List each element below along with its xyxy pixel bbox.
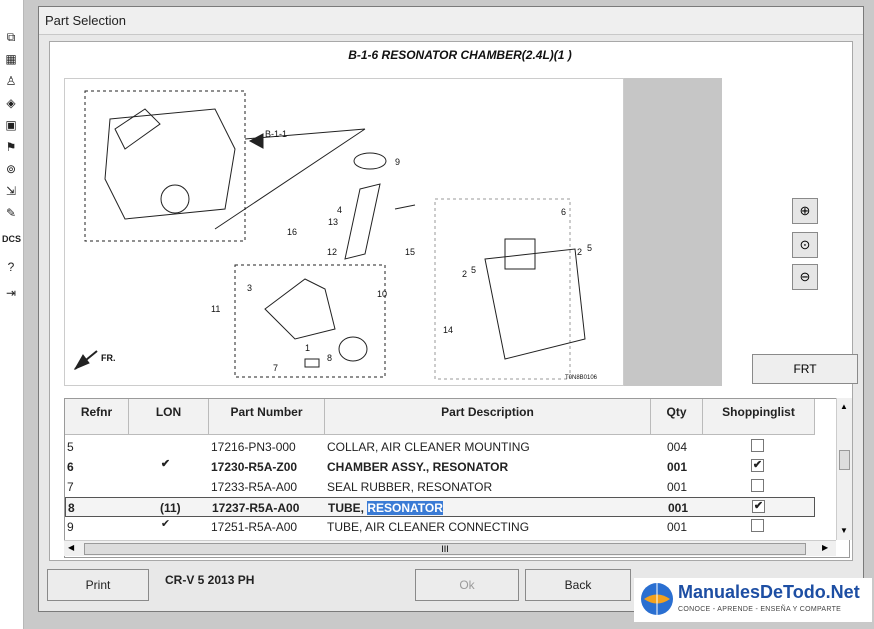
scroll-left-icon[interactable]: ◀ (68, 543, 75, 552)
dialog-client (49, 41, 853, 561)
part-selection-dialog (38, 6, 864, 612)
exit-icon[interactable]: ⇥ (5, 286, 17, 300)
callout-3: 3 (247, 283, 253, 293)
shoppinglist-checkbox[interactable] (751, 479, 764, 492)
parts-table (64, 398, 850, 558)
print-button[interactable]: Print (47, 569, 149, 601)
cell-refnr: 7 (67, 480, 74, 494)
cell-part-number: 17216-PN3-000 (211, 440, 296, 454)
cell-refnr: 6 (67, 460, 74, 474)
cell-part-number: 17233-R5A-A00 (211, 480, 298, 494)
cell-qty: 001 (668, 501, 689, 515)
cell-lon: (11) (160, 501, 181, 515)
zoom-in-icon: ⊕ (799, 203, 811, 218)
frt-button[interactable]: FRT (752, 354, 858, 384)
parts-diagram[interactable] (64, 78, 624, 386)
person-icon[interactable]: ♙ (5, 74, 17, 88)
col-description[interactable]: Part Description (325, 399, 651, 435)
watermark-subtitle: CONOCE - APRENDE - ENSEÑA Y COMPARTE (678, 606, 842, 613)
callout-16: 16 (287, 227, 298, 237)
table-row[interactable] (65, 457, 815, 477)
scroll-up-icon[interactable]: ▲ (840, 402, 848, 411)
cell-description (327, 480, 492, 494)
cell-qty: 001 (667, 460, 688, 474)
cell-refnr: 9 (67, 520, 74, 534)
zoom-reset-button[interactable] (792, 232, 818, 258)
cell-part-number: 17237-R5A-A00 (212, 501, 300, 515)
callout-2: 2 (577, 247, 583, 257)
dcs-icon[interactable]: DCS (2, 234, 22, 244)
col-lon[interactable]: LON (129, 399, 209, 435)
callout-5b: 5 (471, 265, 477, 275)
ok-button[interactable]: Ok (415, 569, 519, 601)
cell-description (327, 520, 529, 534)
shoppinglist-checkbox[interactable] (751, 519, 764, 532)
lock-icon[interactable]: ⊚ (5, 162, 17, 176)
diagram-margin (624, 78, 722, 386)
callout-10: 10 (377, 289, 388, 299)
table-row[interactable] (65, 477, 815, 497)
car-icon[interactable]: ◈ (6, 96, 16, 110)
table-row[interactable] (65, 437, 815, 457)
callout-7: 7 (273, 363, 279, 373)
zoom-reset-icon: ⊙ (799, 237, 811, 252)
callout-14: 14 (443, 325, 454, 335)
cell-refnr: 5 (67, 440, 74, 454)
table-row[interactable] (65, 497, 815, 517)
description-text: SEAL RUBBER, RESONATOR (327, 480, 493, 494)
description-text: COLLAR, AIR CLEANER MOUNTING (327, 440, 530, 454)
copy-icon[interactable]: ⧉ (6, 30, 16, 44)
col-part-number[interactable]: Part Number (209, 399, 325, 435)
shoppinglist-checkbox[interactable] (751, 439, 764, 452)
front-label: FR. (101, 353, 116, 363)
hscroll-thumb[interactable]: III (84, 543, 806, 555)
callout-15: 15 (405, 247, 416, 257)
col-shoppinglist[interactable]: Shoppinglist (703, 399, 815, 435)
callout-13: 13 (328, 217, 339, 227)
arrow-icon[interactable]: ⇲ (5, 184, 17, 198)
callout-5: 5 (587, 243, 593, 253)
description-text: TUBE, AIR CLEANER CONNECTING (327, 520, 530, 534)
callout-8: 8 (327, 353, 333, 363)
cell-part-number: 17251-R5A-A00 (211, 520, 298, 534)
callout-1: 1 (305, 343, 311, 353)
callout-11: 11 (211, 304, 221, 314)
shoppinglist-checkbox[interactable]: ✔ (753, 500, 764, 512)
zoom-in-button[interactable] (792, 198, 818, 224)
cell-description (328, 501, 443, 515)
watermark-title: ManualesDeTodo.Net (678, 582, 860, 602)
cell-refnr: 8 (68, 501, 75, 515)
edit-icon[interactable]: ✎ (5, 206, 17, 220)
table-row[interactable] (65, 517, 815, 537)
vehicle-info: CR-V 5 2013 PH (165, 573, 255, 587)
title-bar (39, 7, 863, 35)
vscroll-thumb[interactable] (839, 450, 850, 470)
diagram-drawing (65, 79, 623, 385)
callout-9: 9 (395, 157, 401, 167)
window-title: Part Selection (45, 13, 126, 28)
callout-2b: 2 (462, 269, 468, 279)
globe-icon (640, 582, 674, 616)
cell-qty: 001 (667, 480, 688, 494)
lon-check-icon: ✔ (160, 458, 171, 470)
cell-qty: 004 (667, 440, 688, 454)
back-button[interactable]: Back (525, 569, 631, 601)
description-text: CHAMBER ASSY., RESONATOR (327, 460, 509, 474)
left-toolbar (0, 0, 24, 629)
description-highlight: RESONATOR (367, 501, 443, 515)
cell-description (327, 440, 530, 454)
diagram-title: B-1-6 RESONATOR CHAMBER(2.4L)(1 ) (348, 48, 572, 62)
lon-check-icon: ✔ (160, 518, 171, 530)
callout-b11: B-1-1 (265, 129, 288, 139)
zoom-out-button[interactable] (792, 264, 818, 290)
vertical-scrollbar[interactable] (836, 398, 852, 540)
cell-part-number: 17230-R5A-Z00 (211, 460, 298, 474)
callout-12: 12 (327, 247, 338, 257)
help-icon[interactable]: ? (7, 260, 15, 274)
flag-icon[interactable]: ⚑ (5, 140, 17, 154)
diagram-code: T0N8B0106 (565, 375, 598, 381)
shoppinglist-checkbox[interactable]: ✔ (752, 459, 763, 471)
scroll-right-icon[interactable]: ▶ (822, 543, 829, 552)
scroll-down-icon[interactable]: ▼ (840, 526, 848, 535)
callout-6: 6 (561, 207, 567, 217)
cell-description (327, 460, 508, 474)
col-refnr[interactable]: Refnr (65, 399, 129, 435)
catalog-icon[interactable]: ▦ (5, 52, 17, 66)
tool-icon[interactable]: ▣ (5, 118, 17, 132)
horizontal-scrollbar[interactable] (64, 540, 836, 556)
description-text: TUBE, (328, 501, 368, 515)
col-qty[interactable]: Qty (651, 399, 703, 435)
cell-qty: 001 (667, 520, 688, 534)
watermark-logo (634, 578, 872, 622)
zoom-out-icon: ⊖ (799, 269, 811, 284)
callout-4: 4 (337, 205, 343, 215)
